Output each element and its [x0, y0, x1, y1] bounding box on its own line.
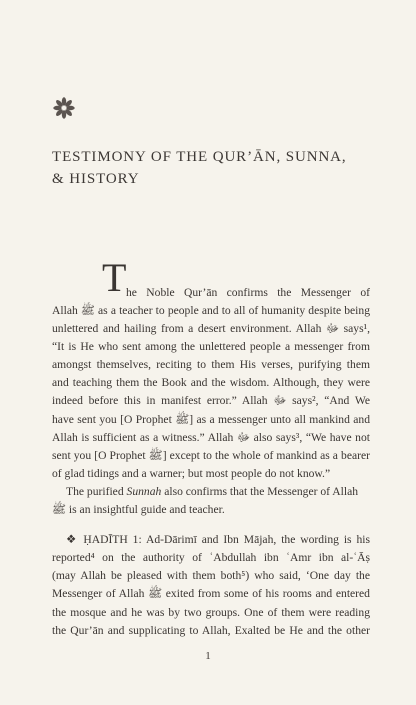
hadith-line-2: reported⁴ on the authority of ʿAbdullah ibn ʿAmr ibn al-ʿĀṣ	[52, 551, 370, 565]
paragraph-1-line-9: Allah is sufficient as a witness.” Allah ﷻ also says³, “We have not	[52, 430, 370, 444]
paragraph-2-text-pre: The purified	[66, 484, 127, 498]
paragraph-gap	[52, 519, 370, 531]
paragraph-1-line-11: of glad tidings and a warner; but most people do not know.”	[52, 466, 331, 480]
paragraph-1-line-3: unlettered and hailing from a desert environment. Allah ﷻ says¹,	[52, 322, 370, 336]
paragraph-1-line-7: indeed before this in manifest error.” Allah ﷻ says², “And We	[52, 394, 370, 408]
hadith-line-5: the mosque and he was by two groups. One of them were reading	[52, 605, 370, 619]
page-number: 1	[205, 650, 211, 662]
chapter-title	[52, 146, 382, 190]
paragraph-2-line-1	[52, 483, 370, 501]
sunnah-term: Sunnah	[126, 484, 162, 498]
paragraph-2-line-2: ﷺ is an insightful guide and teacher.	[52, 503, 225, 517]
paragraph-opening	[52, 255, 370, 302]
paragraph-1-line-10: sent you [O Prophet ﷺ] except to the whole of mankind as a bearer	[52, 448, 370, 462]
paragraph-1-line-5: amongst themselves, reciting to them His verses, purifying them	[52, 358, 370, 372]
paragraph-1-line-1: he Noble Qur’ān confirms the Messenger of	[126, 286, 370, 299]
paragraph-1-line-4: “It is He who sent among the unlettered people a messenger from	[52, 340, 370, 354]
paragraph-1-line-6: and teaching them the Book and the wisdom. Although, they were	[52, 376, 370, 390]
paragraph-1-line-8: have sent you [O Prophet ﷺ] as a messenger unto all mankind and	[52, 412, 370, 426]
paragraph-1-line-2: Allah ﷺ as a teacher to people and to all of humanity despite being	[52, 304, 370, 317]
chapter-title-line-2: & HISTORY	[52, 171, 140, 187]
chapter-title-line-1: TESTIMONY OF THE QUR’ĀN, SUNNA,	[52, 149, 347, 165]
paragraph-2-text-post: also confirms that the Messenger of Allah	[161, 484, 359, 498]
body-text	[52, 255, 370, 640]
eight-petal-flower-icon	[52, 96, 76, 120]
hadith-line-6: the Qur’ān and supplicating to Allah, Exalted be He and the other	[52, 623, 370, 637]
drop-cap: T	[102, 255, 127, 300]
hadith-line-3: (may Allah be pleased with them both⁵) who said, ‘One day the	[52, 569, 370, 583]
hadith-line-4: Messenger of Allah ﷺ exited from some of his rooms and entered	[52, 587, 370, 601]
hadith-line-1: ❖ ḤADĪTH 1: Ad-Dārimī and Ibn Mājah, the wording is his	[66, 533, 370, 547]
